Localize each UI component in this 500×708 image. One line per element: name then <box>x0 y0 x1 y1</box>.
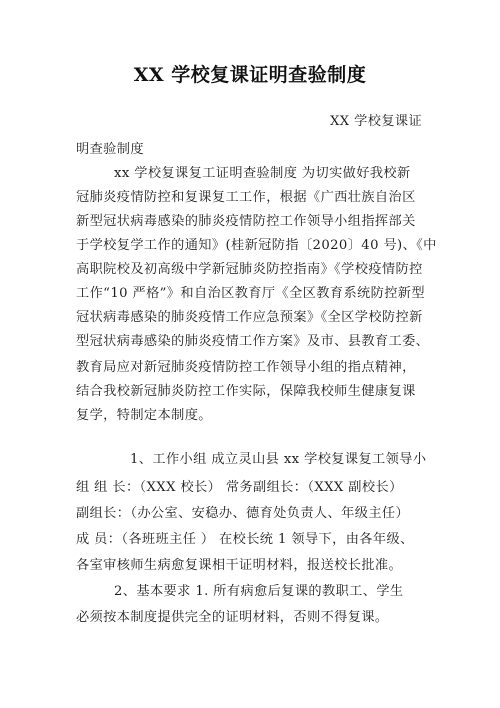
body-line: 高职院校及初高级中学新冠肺炎防控指南》《学校疫情防控 <box>76 262 423 277</box>
body-line: 工作“10 严格”》和自治区教育厅《全区教育系统防控新型 <box>76 286 425 301</box>
body-line: 冠状病毒感染的肺炎疫情工作应急预案》《全区学校防控新 <box>76 310 423 325</box>
body-line: 冠肺炎疫情防控和复课复工工作，根据《广西壮族自治区 <box>76 190 416 205</box>
body-line: 必须按本制度提供完全的证明材料，否则不得复课。 <box>76 610 389 625</box>
body-line: 教育局应对新冠肺炎疫情防控工作领导小组的指点精神， <box>76 360 416 375</box>
body-line: 新型冠状病毒感染的肺炎疫情防控工作领导小组指挥部关 <box>76 214 416 229</box>
body-line: 2、基本要求 1. 所有病愈后复课的教职工、学生 <box>114 584 404 599</box>
body-line: 1、工作小组 成立灵山县 xx 学校复课复工领导小 <box>130 452 427 467</box>
body-line: xx 学校复课复工证明查验制度 为切实做好我校新 <box>114 166 411 181</box>
body-line: 成 员：（各班班主任 ） 在校长统 1 领导下，由各年级、 <box>76 532 414 547</box>
document-title: XX 学校复课证明查验制度 <box>133 64 367 86</box>
subtitle-line-2: 明查验制度 <box>76 142 144 157</box>
body-line: 各室审核师生病愈复课相干证明材料，报送校长批准。 <box>76 558 403 573</box>
body-line: 于学校复学工作的通知》(桂新冠防指〔2020〕40 号)、《中 <box>76 238 437 253</box>
body-line: 组 组 长：（XXX 校长） 常务副组长：（XXX 副校长） <box>76 480 403 495</box>
body-line: 结合我校新冠肺炎防控工作实际，保障我校师生健康复课 <box>76 384 416 399</box>
body-line: 副组长：（办公室、安稳办、德育处负责人、年级主任） <box>76 506 410 521</box>
body-line: 型冠状病毒感染的肺炎疫情工作方案》及市、县教育工委、 <box>76 334 430 349</box>
body-line: 复学，特制定本制度。 <box>76 408 212 423</box>
subtitle-line-1: XX 学校复课证 <box>330 114 423 129</box>
